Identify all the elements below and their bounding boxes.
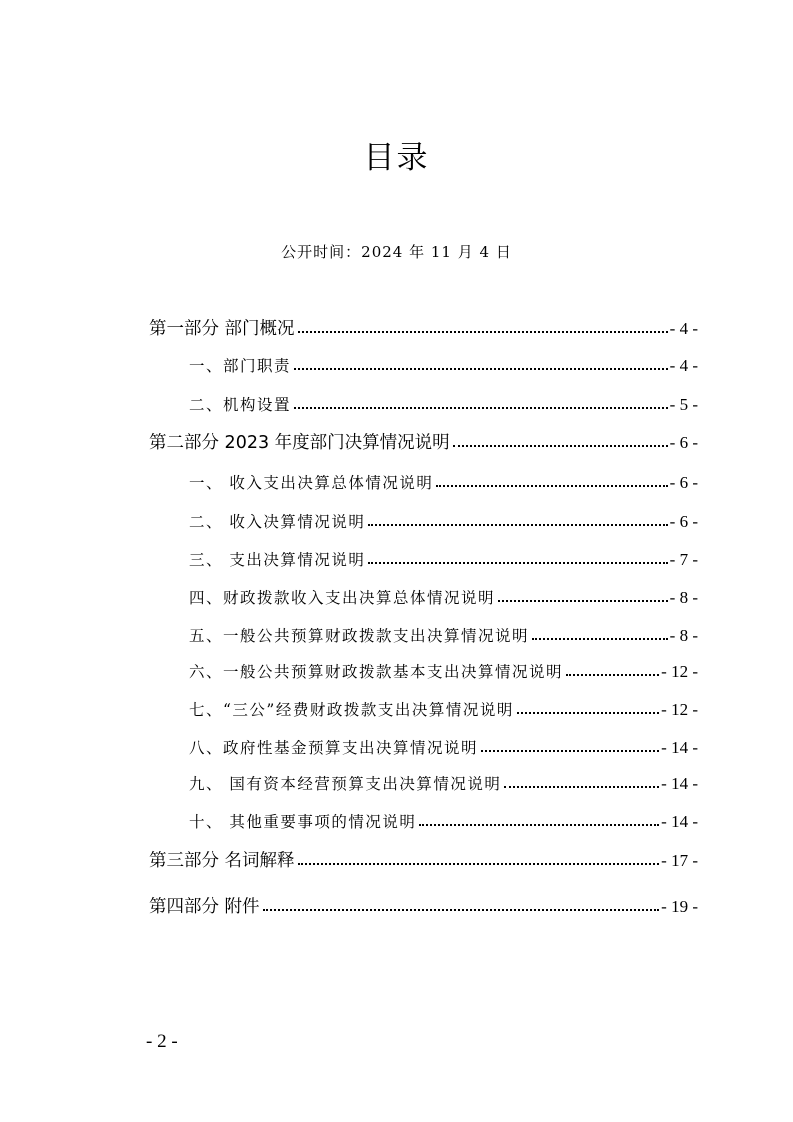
page-title: 目录	[363, 140, 430, 176]
toc-entry[interactable]	[149, 890, 698, 918]
toc-entry[interactable]	[189, 805, 698, 833]
toc-dot-leader	[298, 863, 660, 865]
toc-entry-label: 第一部分 部门概况	[149, 319, 295, 339]
toc-entry-page: - 14 -	[661, 774, 698, 793]
toc-entry-page: - 4 -	[669, 356, 698, 375]
toc-entry-page: - 8 -	[669, 626, 698, 645]
toc-entry-label: 七、“三公”经费财政拨款支出决算情况说明	[189, 701, 514, 719]
toc-entry[interactable]	[149, 844, 698, 872]
toc-entry-label: 十、 其他重要事项的情况说明	[189, 813, 417, 831]
toc-entry-page: - 12 -	[661, 700, 698, 719]
toc-dot-leader	[368, 524, 667, 526]
toc-entry-page: - 6 -	[669, 512, 698, 531]
toc-entry[interactable]	[189, 767, 698, 795]
toc-entry[interactable]	[189, 388, 698, 416]
toc-dot-leader	[368, 562, 667, 564]
toc-entry[interactable]	[189, 693, 698, 721]
toc-entry-label: 第三部分 名词解释	[149, 851, 295, 871]
toc-dot-leader	[294, 407, 668, 409]
toc-dot-leader	[566, 674, 659, 676]
toc-dot-leader	[532, 638, 668, 640]
toc-entry[interactable]	[189, 505, 698, 533]
toc-entry-label: 一、 收入支出决算总体情况说明	[189, 474, 434, 492]
toc-entry[interactable]	[189, 543, 698, 571]
toc-dot-leader	[263, 909, 660, 911]
toc-entry-page: - 7 -	[669, 550, 698, 569]
toc-entry-page: - 5 -	[669, 395, 698, 414]
toc-entry[interactable]	[149, 312, 698, 340]
toc-dot-leader	[436, 485, 667, 487]
toc-entry[interactable]	[189, 731, 698, 759]
toc-entry-label: 二、机构设置	[189, 396, 292, 414]
toc-dot-leader	[298, 331, 668, 333]
toc-entry-page: - 19 -	[661, 897, 698, 916]
toc-entry-label: 三、 支出决算情况说明	[189, 551, 366, 569]
toc-entry-page: - 6 -	[669, 433, 698, 452]
toc-entry-label: 六、一般公共预算财政拨款基本支出决算情况说明	[189, 663, 564, 681]
toc-entry-page: - 14 -	[661, 738, 698, 757]
toc-entry-page: - 14 -	[661, 812, 698, 831]
toc-dot-leader	[517, 712, 659, 714]
toc-entry[interactable]	[189, 655, 698, 683]
toc-entry-label: 九、 国有资本经营预算支出决算情况说明	[189, 775, 502, 793]
toc-entry-label: 八、政府性基金预算支出决算情况说明	[189, 739, 479, 757]
toc-dot-leader	[498, 600, 668, 602]
toc-dot-leader	[419, 824, 659, 826]
toc-entry-label: 二、 收入决算情况说明	[189, 513, 366, 531]
toc-dot-leader	[504, 786, 659, 788]
toc-entry[interactable]	[189, 466, 698, 494]
toc-entry[interactable]	[189, 581, 698, 609]
toc-entry-label: 第四部分 附件	[149, 897, 260, 917]
toc-dot-leader	[294, 368, 668, 370]
toc-dot-leader	[481, 750, 659, 752]
toc-entry-page: - 8 -	[669, 588, 698, 607]
toc-entry-label: 一、部门职责	[189, 357, 292, 375]
toc-entry-page: - 12 -	[661, 662, 698, 681]
toc-entry-label: 第二部分 2023 年度部门决算情况说明	[149, 433, 450, 453]
toc-entry[interactable]	[149, 426, 698, 454]
toc-entry-page: - 6 -	[669, 473, 698, 492]
toc-entry-label: 五、一般公共预算财政拨款支出决算情况说明	[189, 627, 530, 645]
toc-entry[interactable]	[189, 349, 698, 377]
page-number: - 2 -	[146, 1031, 178, 1052]
toc-entry-page: - 17 -	[661, 851, 698, 870]
toc-entry[interactable]	[189, 619, 698, 647]
publish-date: 公开时间：2024 年 11 月 4 日	[281, 243, 512, 261]
toc-dot-leader	[453, 445, 668, 447]
toc-entry-label: 四、财政拨款收入支出决算总体情况说明	[189, 589, 496, 607]
toc-entry-page: - 4 -	[669, 319, 698, 338]
